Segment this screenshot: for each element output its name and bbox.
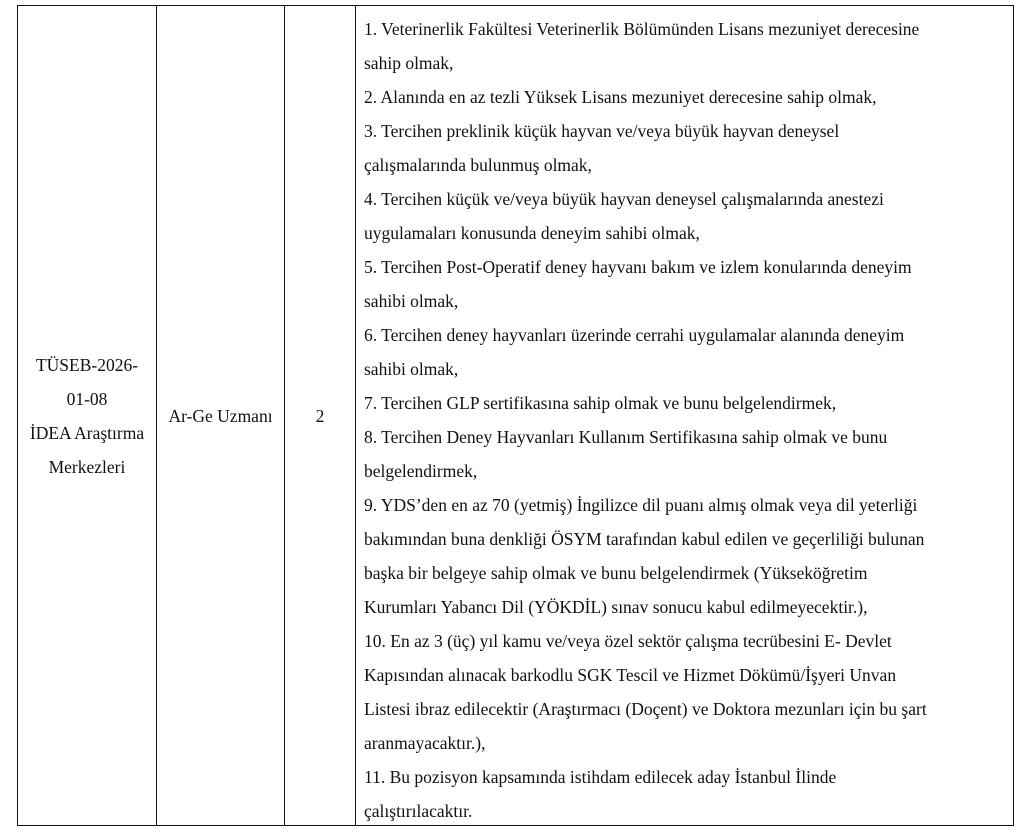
- requirement-line: sahibi olmak,: [364, 359, 459, 379]
- requirement-line: Kapısından alınacak barkodlu SGK Tescil ve Hizmet Dökümü/İşyeri Unvan: [364, 665, 897, 685]
- position-count-cell: [285, 6, 355, 825]
- requirement-line: sahibi olmak,: [364, 291, 459, 311]
- position-code-line: TÜSEB-2026-: [35, 354, 139, 375]
- requirement-line: Kurumları Yabancı Dil (YÖKDİL) sınav sonucu kabul edilmeyecektir.),: [364, 597, 868, 617]
- requirement-line: 6. Tercihen deney hayvanları üzerinde cerrahi uygulamalar alanında deneyim: [364, 325, 905, 345]
- position-code-line: İDEA Araştırma: [29, 422, 145, 443]
- position-code-line: 01-08: [66, 388, 108, 409]
- requirement-line: 8. Tercihen Deney Hayvanları Kullanım Sertifikasına sahip olmak ve bunu: [364, 427, 888, 447]
- requirement-line: Listesi ibraz edilecektir (Araştırmacı (Doçent) ve Doktora mezunları için bu şart: [364, 699, 927, 719]
- requirement-line: uygulamaları konusunda deneyim sahibi olmak,: [364, 223, 700, 243]
- requirement-line: 11. Bu pozisyon kapsamında istihdam edilecek aday İstanbul İlinde: [364, 767, 837, 787]
- requirement-line: 5. Tercihen Post-Operatif deney hayvanı bakım ve izlem konularında deneyim: [364, 257, 912, 277]
- job-table-row: [17, 5, 1014, 826]
- position-code-cell: [18, 6, 156, 825]
- requirement-line: 1. Veterinerlik Fakültesi Veterinerlik Bölümünden Lisans mezuniyet derecesine: [364, 19, 920, 39]
- position-title-cell: [157, 6, 284, 825]
- position-code-line: Merkezleri: [48, 456, 126, 477]
- position-title: Ar-Ge Uzmanı: [168, 405, 273, 426]
- column-divider: [355, 6, 356, 825]
- requirement-line: sahip olmak,: [364, 53, 454, 73]
- requirement-line: 4. Tercihen küçük ve/veya büyük hayvan deneysel çalışmalarında anestezi: [364, 189, 884, 209]
- requirement-line: 3. Tercihen preklinik küçük hayvan ve/veya büyük hayvan deneysel: [364, 121, 840, 141]
- requirement-line: aranmayacaktır.),: [364, 733, 486, 753]
- requirement-line: çalıştırılacaktır.: [364, 801, 473, 821]
- requirement-line: 10. En az 3 (üç) yıl kamu ve/veya özel sektör çalışma tecrübesini E- Devlet: [364, 631, 892, 651]
- requirements-cell: [364, 12, 1009, 828]
- requirement-line: 2. Alanında en az tezli Yüksek Lisans mezuniyet derecesine sahip olmak,: [364, 87, 877, 107]
- requirement-line: belgelendirmek,: [364, 461, 478, 481]
- requirement-line: başka bir belgeye sahip olmak ve bunu belgelendirmek (Yükseköğretim: [364, 563, 868, 583]
- requirement-line: bakımından buna denkliği ÖSYM tarafından kabul edilen ve geçerliliği bulunan: [364, 529, 925, 549]
- requirement-line: çalışmalarında bulunmuş olmak,: [364, 155, 592, 175]
- requirement-line: 9. YDS’den en az 70 (yetmiş) İngilizce dil puanı almış olmak veya dil yeterliği: [364, 495, 918, 515]
- position-count: 2: [315, 405, 325, 426]
- requirement-line: 7. Tercihen GLP sertifikasına sahip olmak ve bunu belgelendirmek,: [364, 393, 837, 413]
